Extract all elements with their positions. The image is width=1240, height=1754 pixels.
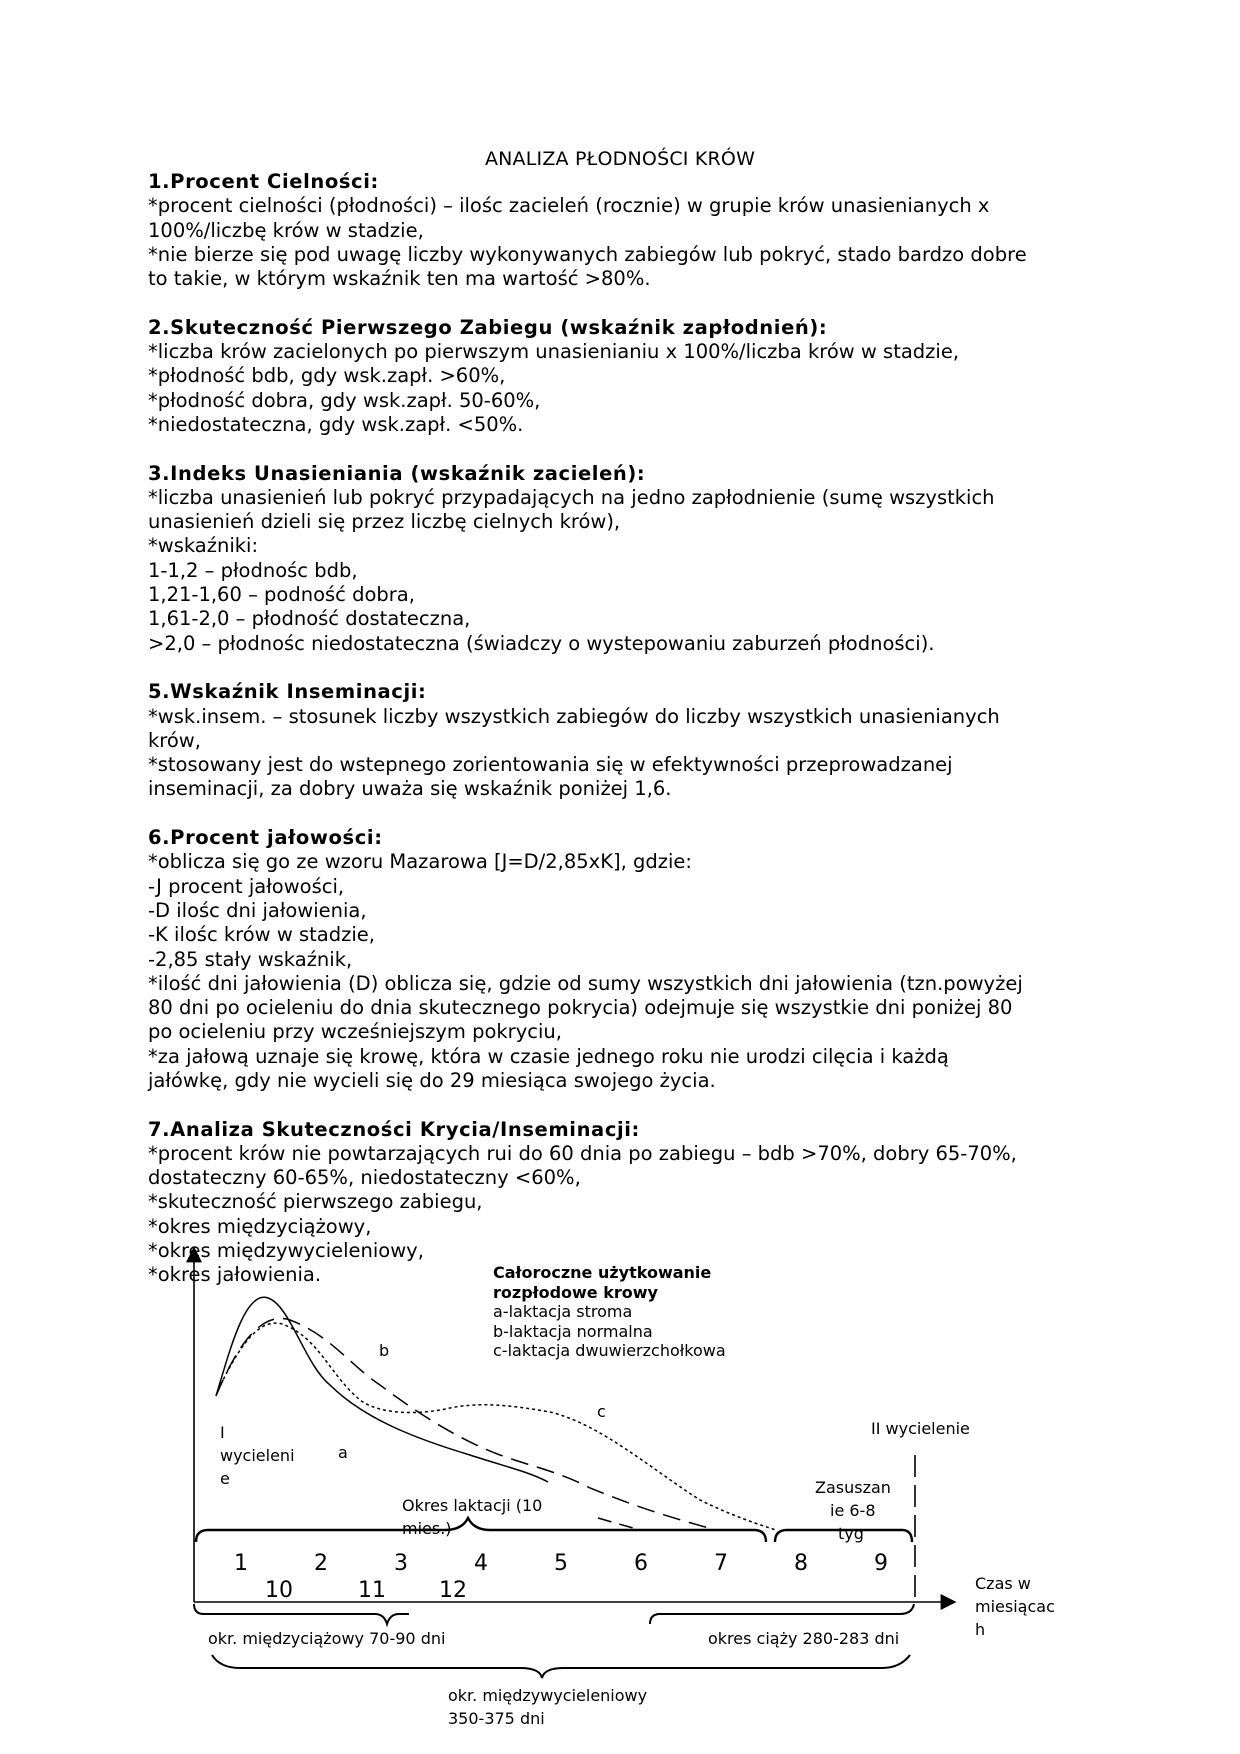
section-line: *okres jałowienia. (148, 1263, 322, 1287)
section-line: to takie, w którym wskaźnik ten ma wartość >80%. (148, 267, 651, 291)
month-number: 1 (234, 1551, 248, 1576)
section-line: po ocieleniu przy wcześniejszym pokryciu, (148, 1020, 562, 1044)
section-line: 1-1,2 – płodnośc bdb, (148, 558, 358, 582)
section-line: *nie bierze się pod uwagę liczby wykonywanych zabiegów lub pokryć, stado bardzo dobre (148, 242, 1027, 266)
section-line: *liczba unasienień lub pokryć przypadających na jedno zapłodnienie (sumę wszystkich (148, 485, 995, 509)
section-heading: 6.Procent jałowości: (148, 826, 383, 850)
section-wskaznik-inseminacji (148, 680, 1098, 801)
section-line: -2,85 stały wskaźnik, (148, 947, 353, 971)
section-line: *procent cielności (płodności) – ilośc zacieleń (rocznie) w grupie krów unasienianych x (148, 194, 990, 218)
section-line: *płodność dobra, gdy wsk.zapł. 50-60%, (148, 388, 541, 412)
section-skutecznosc-pierwszego-zabiegu (148, 316, 1098, 437)
section-line: -K ilośc krów w stadzie, (148, 923, 375, 947)
section-line: 80 dni po ocieleniu do dnia skutecznego pokrycia) odejmuje się wszystkie dni poniżej 80 (148, 996, 1013, 1020)
section-line: *wsk.insem. – stosunek liczby wszystkich zabiegów do liczby wszystkich unasienianych (148, 704, 1000, 728)
section-line: *ilość dni jałowienia (D) oblicza się, gdzie od sumy wszystkich dni jałowienia (tzn.powyżej (148, 971, 1023, 995)
lactation-period-label: Okres laktacji (10 (402, 1496, 543, 1515)
section-line: *stosowany jest do wstepnego zorientowania się w efektywności przeprowadzanej (148, 753, 953, 777)
section-line: *okres międzywycieleniowy, (148, 1239, 424, 1263)
section-heading: 7.Analiza Skuteczności Krycia/Inseminacji: (148, 1117, 640, 1141)
section-line: 1,21-1,60 – podność dobra, (148, 583, 415, 607)
intercalving-gap-label: okr. międzyciążowy 70-90 dni (208, 1629, 446, 1648)
section-line: inseminacji, za dobry uważa się wskaźnik poniżej 1,6. (148, 777, 672, 801)
curve-label-b: b (379, 1341, 390, 1360)
section-heading: 5.Wskaźnik Inseminacji: (148, 680, 427, 704)
section-line: *płodność bdb, gdy wsk.zapł. >60%, (148, 364, 506, 388)
legend-title-line-2: rozpłodowe krowy (493, 1283, 658, 1302)
legend-title-line-1: Całoroczne użytkowanie (493, 1263, 712, 1282)
month-numbers-row (234, 1551, 888, 1603)
month-number: 3 (394, 1551, 408, 1576)
time-axis-label: h (975, 1620, 986, 1639)
lactation-brace (196, 1518, 766, 1542)
section-line: 1,61-2,0 – płodność dostateczna, (148, 607, 471, 631)
dry-period-label: tyg (838, 1524, 864, 1543)
time-axis-label: Czas w (975, 1574, 1031, 1593)
section-heading: 1.Procent Cielności: (148, 170, 379, 193)
curve-label-c: c (597, 1402, 606, 1421)
section-line: >2,0 – płodnośc niedostateczna (świadczy o wystepowaniu zaburzeń płodności). (148, 631, 935, 655)
month-number: 12 (439, 1578, 467, 1603)
section-heading: 2.Skuteczność Pierwszego Zabiegu (wskaźnik zapłodnień): (148, 315, 828, 339)
section-line: -D ilośc dni jałowienia, (148, 898, 367, 922)
calving-interval-brace (212, 1655, 910, 1678)
section-line: *procent krów nie powtarzających rui do 60 dnia po zabiegu – bdb >70%, dobry 65-70%, (148, 1141, 1017, 1165)
document-body (148, 170, 1098, 1288)
month-number: 8 (794, 1551, 808, 1576)
dry-period-label: ie 6-8 (830, 1501, 876, 1520)
section-procent-cielnosci (148, 170, 1098, 291)
section-line: *skuteczność pierwszego zabiegu, (148, 1190, 483, 1214)
pregnancy-period-label: okres ciąży 280-283 dni (708, 1629, 900, 1648)
legend-item-b: b-laktacja normalna (493, 1322, 653, 1341)
section-line: *okres międzyciążowy, (148, 1214, 372, 1238)
legend-item-a: a-laktacja stroma (493, 1302, 633, 1321)
month-number: 7 (714, 1551, 728, 1576)
section-line: jałówkę, gdy nie wycieli się do 29 miesiąca swojego życia. (148, 1068, 716, 1092)
curve-label-a: a (338, 1443, 348, 1462)
section-line: *wskaźniki: (148, 534, 259, 558)
first-calving-label: wycieleni (220, 1446, 295, 1465)
first-calving-label: I (220, 1423, 225, 1442)
month-number: 2 (314, 1551, 328, 1576)
dry-period-label: Zasuszan (815, 1478, 891, 1497)
section-indeks-unasieniania (148, 462, 1098, 656)
intercalving-gap-brace (194, 1604, 409, 1624)
section-line: krów, (148, 728, 201, 752)
section-line: dostateczny 60-65%, niedostateczny <60%, (148, 1166, 581, 1190)
pregnancy-brace (650, 1604, 914, 1624)
section-line: -J procent jałowości, (148, 874, 345, 898)
section-line: 100%/liczbę krów w stadzie, (148, 218, 424, 242)
document-title: ANALIZA PŁODNOŚCI KRÓW (484, 148, 756, 170)
second-calving-label: II wycielenie (871, 1419, 970, 1438)
time-axis-label: miesiącac (975, 1597, 1055, 1616)
month-number: 10 (265, 1578, 293, 1603)
lactation-period-label: mies.) (402, 1519, 452, 1538)
calving-interval-label: okr. międzywycieleniowy (448, 1686, 648, 1705)
legend-item-c: c-laktacja dwuwierzchołkowa (493, 1341, 726, 1360)
lactation-cycle-diagram (0, 1200, 1240, 1754)
calving-interval-label: 350-375 dni (448, 1709, 545, 1728)
dry-period-dash (598, 1518, 640, 1530)
first-calving-label: e (220, 1469, 230, 1488)
month-number: 5 (554, 1551, 568, 1576)
month-number: 9 (874, 1551, 888, 1576)
month-number: 4 (474, 1551, 488, 1576)
section-procent-jalowosci (148, 826, 1098, 1093)
section-line: *niedostateczna, gdy wsk.zapł. <50%. (148, 412, 524, 436)
section-line: *oblicza się go ze wzoru Mazarowa [J=D/2,85xK], gdzie: (148, 850, 692, 874)
section-line: unasienień dzieli się przez liczbę cielnych krów), (148, 510, 621, 534)
section-line: *za jałową uznaje się krowę, która w czasie jednego roku nie urodzi cilęcia i każdą (148, 1044, 949, 1068)
section-line: *liczba krów zacielonych po pierwszym unasienianiu x 100%/liczba krów w stadzie, (148, 340, 960, 364)
section-heading: 3.Indeks Unasieniania (wskaźnik zacieleń): (148, 461, 646, 485)
month-number: 11 (358, 1578, 386, 1603)
month-number: 6 (634, 1551, 648, 1576)
